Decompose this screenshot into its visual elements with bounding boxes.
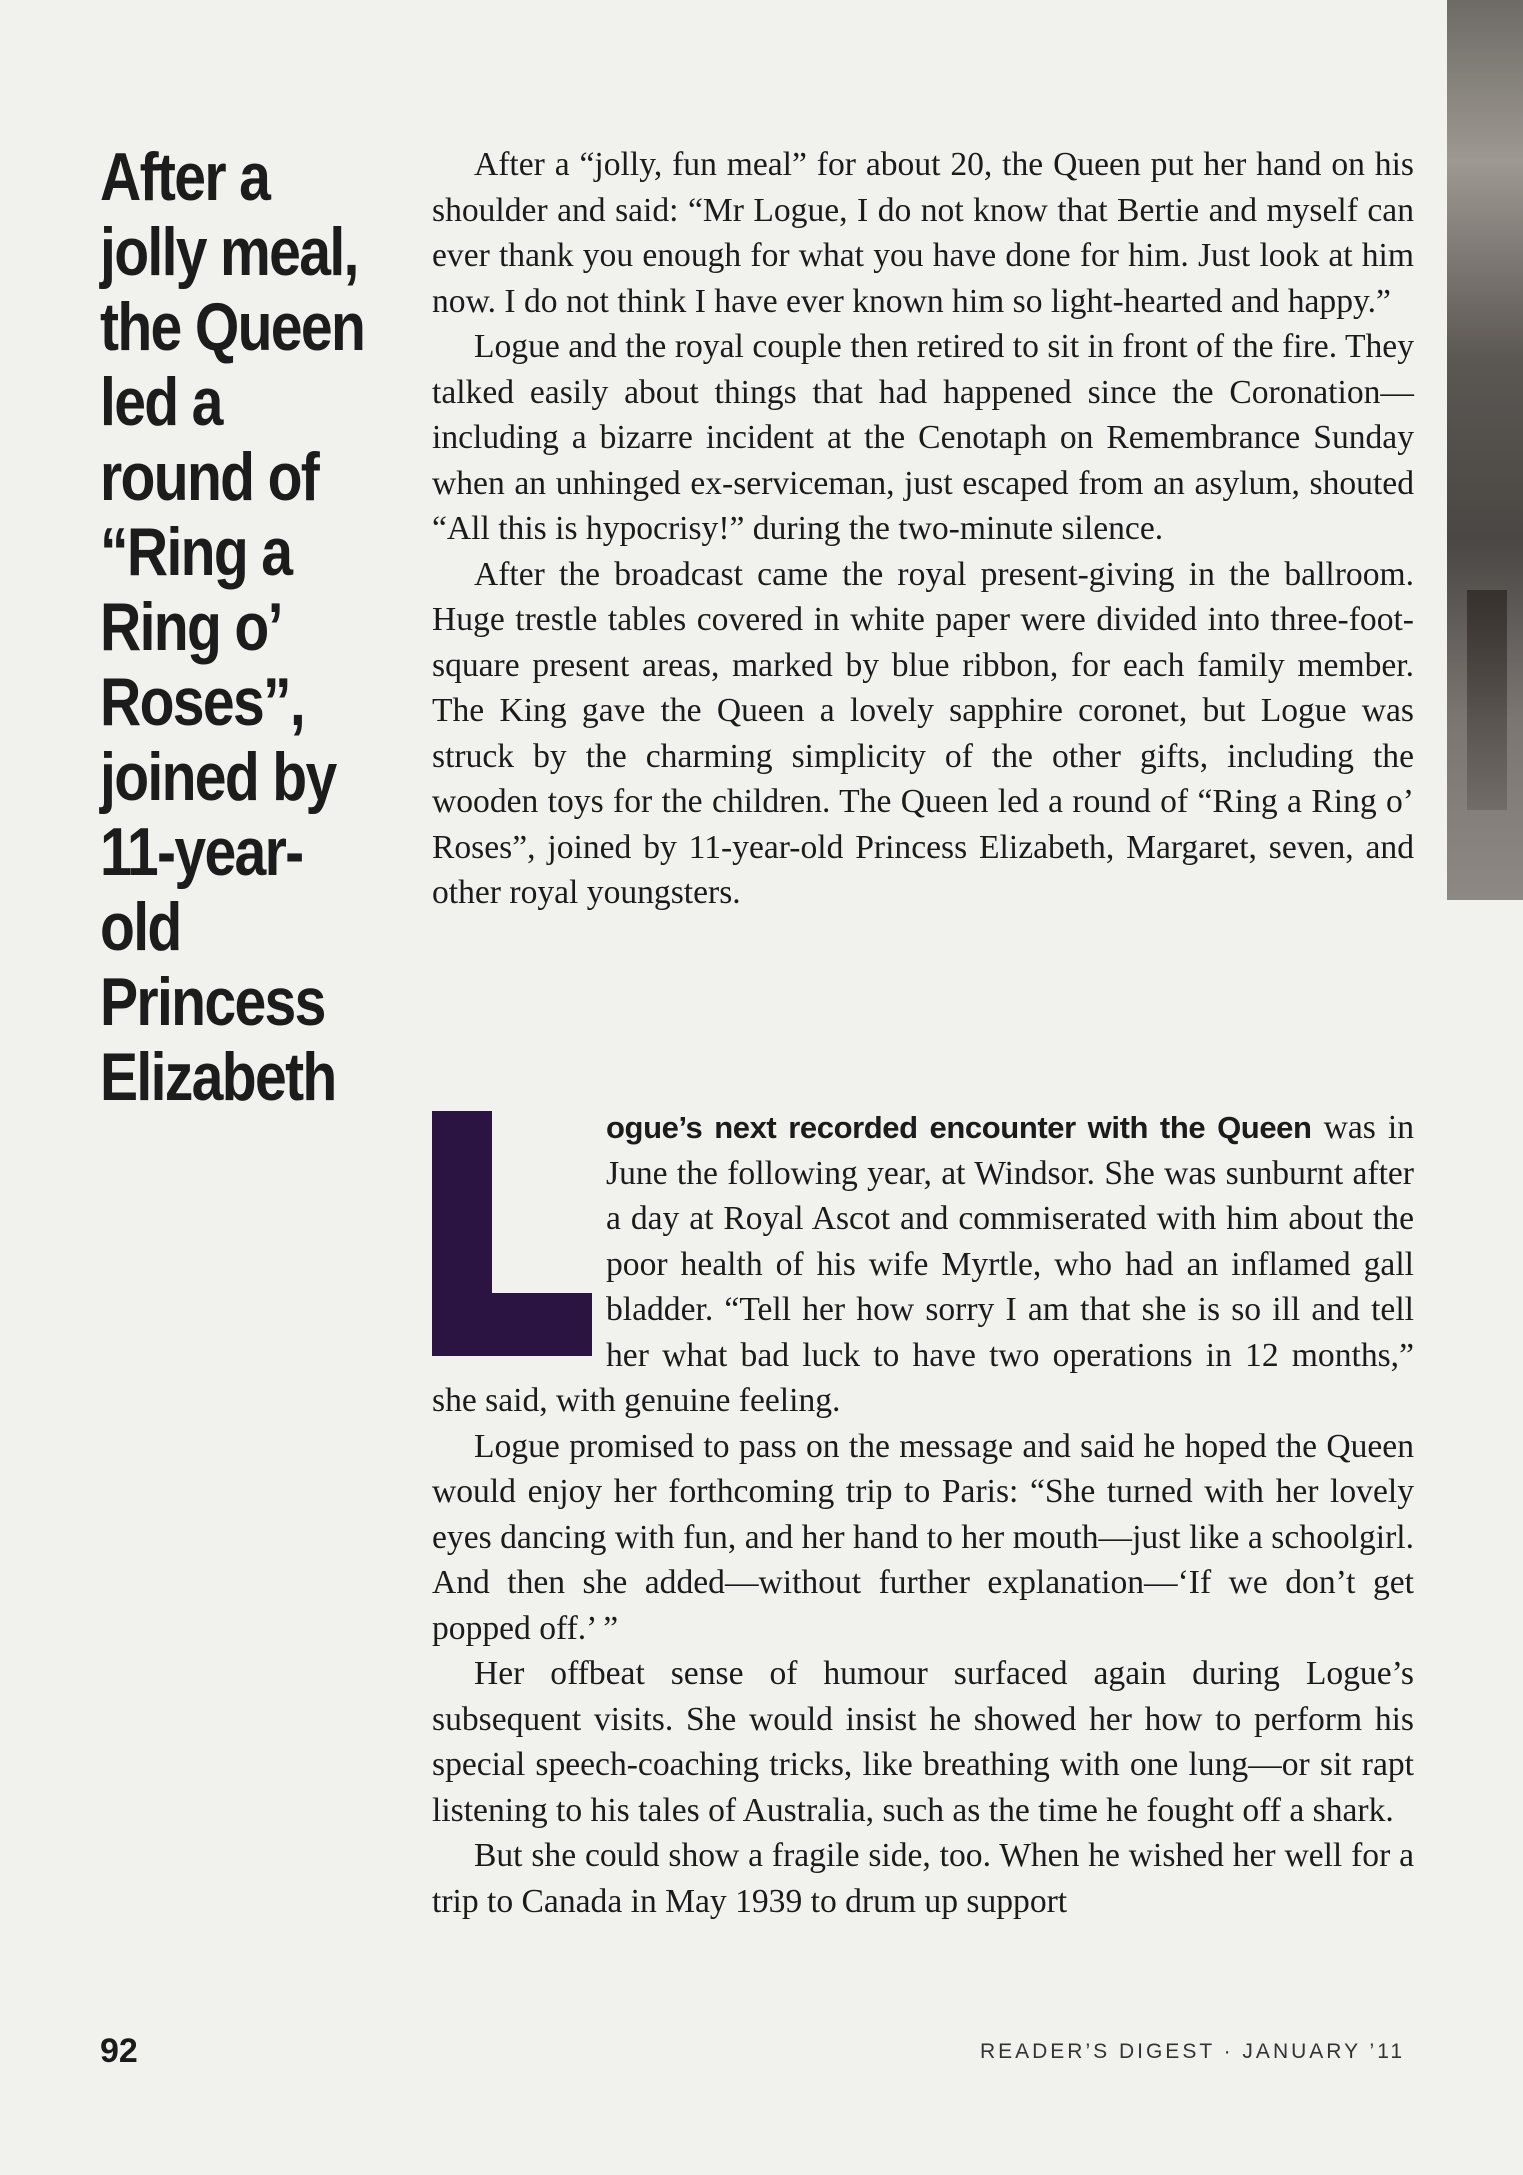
- paragraph: Her offbeat sense of humour surfaced again during Logue’s subsequent visits. She would insist he showed her how to perform his special speech-coaching tricks, like breathing with one lung—or sit rapt listening to his tales of Australia, such as the time he fought off a shark.: [432, 1655, 1414, 1829]
- paragraph: After a “jolly, fun meal” for about 20, the Queen put her hand on his shoulder and said: “Mr Logue, I do not know that Bertie and myself can ever thank you enough for what you have done for him. Just look at him now. I do not think I have ever known him so light-hearted and happy.”: [432, 146, 1414, 320]
- paragraph: Logue and the royal couple then retired to sit in front of the fire. They talked easily about things that had happened since the Coronation—including a bizarre incident at the Cenotaph on Remembrance Sunday when an unhinged ex-serviceman, just escaped from an asylum, shouted “All this is hypocrisy!” during the two-minute silence.: [432, 328, 1414, 547]
- drop-cap: [432, 1111, 592, 1356]
- paragraph-with-drop-cap: [432, 1105, 1414, 1424]
- paragraph: After the broadcast came the royal present-giving in the ballroom. Huge trestle tables covered in white paper were divided into three-foot-square present areas, marked by blue ribbon, for each family member. The King gave the Queen a lovely sapphire coronet, but Logue was struck by the charming simplicity of the other gifts, including the wooden toys for the children. The Queen led a round of “Ring a Ring o’ Roses”, joined by 11-year-old Princess Elizabeth, Margaret, seven, and other royal youngsters.: [432, 555, 1414, 911]
- page-number: 92: [100, 2032, 138, 2070]
- paragraph: But she could show a fragile side, too. When he wished her well for a trip to Canada in May 1939 to drum up support: [432, 1837, 1414, 1920]
- paragraph-text: was in June the following year, at Windsor. She was sunburnt after a day at Royal Ascot and commiserated with him about the poor health of his wife Myrtle, who had an inflamed gall bladder. “Tell her how sorry I am that she is so ill and tell her what bad luck to have two operations in 12 months,” she said, with genuine feeling.: [432, 1109, 1414, 1419]
- paragraph: Logue promised to pass on the message and said he hoped the Queen would enjoy her forthcoming trip to Paris: “She turned with her lovely eyes dancing with fun, and her hand to her mouth—just like a schoolgirl. And then she added—without further explanation—‘If we don’t get popped off.’ ”: [432, 1427, 1414, 1647]
- running-footer: READER’S DIGEST · JANUARY ’11: [979, 2040, 1405, 2063]
- article-column-top: [432, 142, 1414, 916]
- photo-edge: [1447, 0, 1523, 900]
- pull-quote: After a jolly meal, the Queen led a round of “Ring a Ring o’ Roses”, joined by 11-year-old Princess Elizabeth: [100, 139, 365, 1115]
- article-section-2: [432, 1105, 1414, 1924]
- lead-in: ogue’s next recorded encounter with the Queen: [606, 1110, 1312, 1145]
